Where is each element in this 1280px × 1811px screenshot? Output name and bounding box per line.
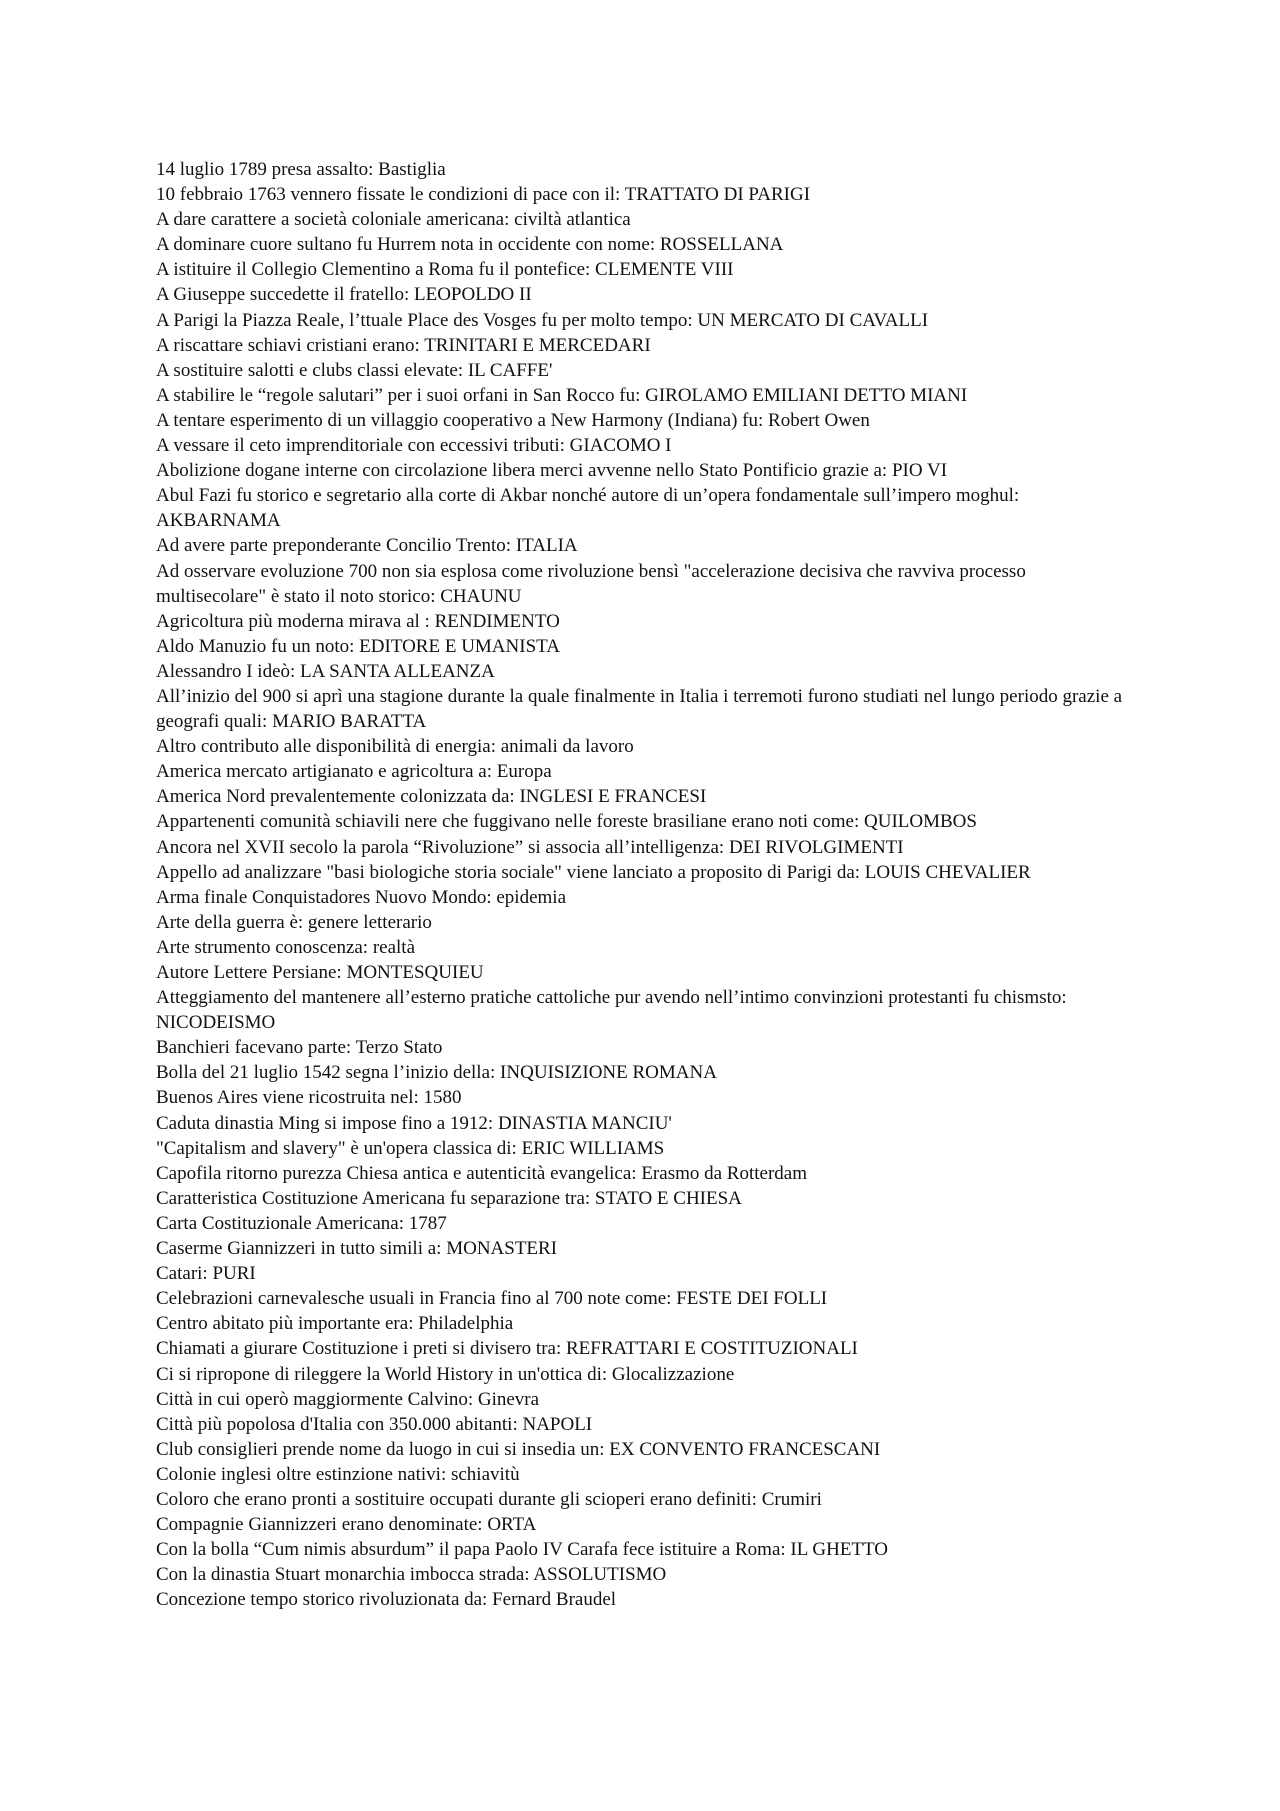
- text-line: Chiamati a giurare Costituzione i preti si divisero tra: REFRATTARI E COSTITUZIONALI: [156, 1338, 858, 1360]
- text-line: Buenos Aires viene ricostruita nel: 1580: [156, 1087, 462, 1109]
- text-line: A dominare cuore sultano fu Hurrem nota in occidente con nome: ROSSELLANA: [156, 234, 784, 256]
- text-line: A sostituire salotti e clubs classi elevate: IL CAFFE': [156, 359, 553, 381]
- text-line: Caserme Giannizzeri in tutto simili a: MONASTERI: [156, 1238, 558, 1260]
- text-line: Centro abitato più importante era: Philadelphia: [156, 1313, 514, 1335]
- text-line: Alessandro I ideò: LA SANTA ALLEANZA: [156, 660, 495, 682]
- text-line: Coloro che erano pronti a sostituire occupati durante gli scioperi erano definiti: Crumiri: [156, 1488, 822, 1510]
- text-line: Catari: PURI: [156, 1263, 256, 1285]
- text-line: Atteggiamento del mantenere all’esterno pratiche cattoliche pur avendo nell’intimo convinzioni protestanti fu chismsto: NICODEISMO: [156, 987, 1067, 1034]
- text-line: A Parigi la Piazza Reale, l’ttuale Place des Vosges fu per molto tempo: UN MERCATO DI CAVALLI: [156, 309, 929, 331]
- text-line: 14 luglio 1789 presa assalto: Bastiglia: [156, 159, 446, 180]
- text-line: Caratteristica Costituzione Americana fu separazione tra: STATO E CHIESA: [156, 1187, 742, 1209]
- text-line: Banchieri facevano parte: Terzo Stato: [156, 1037, 443, 1059]
- text-line: Arte strumento conoscenza: realtà: [156, 936, 416, 958]
- text-line: 10 febbraio 1763 vennero fissate le condizioni di pace con il: TRATTATO DI PARIGI: [156, 184, 811, 206]
- text-line: Bolla del 21 luglio 1542 segna l’inizio della: INQUISIZIONE ROMANA: [156, 1062, 717, 1084]
- text-line: Città più popolosa d'Italia con 350.000 abitanti: NAPOLI: [156, 1413, 593, 1435]
- text-line: Altro contributo alle disponibilità di energia: animali da lavoro: [156, 736, 634, 758]
- text-line: A tentare esperimento di un villaggio cooperativo a New Harmony (Indiana) fu: Robert Owen: [156, 409, 870, 431]
- text-line: Con la bolla “Cum nimis absurdum” il papa Paolo IV Carafa fece istituire a Roma: IL GHETTO: [156, 1539, 889, 1561]
- text-line: America mercato artigianato e agricoltura a: Europa: [156, 761, 552, 783]
- text-line: All’inizio del 900 si aprì una stagione durante la quale finalmente in Italia i terremoti furono studiati nel lungo periodo grazie a geografi quali: MARIO BARATTA: [156, 685, 1123, 733]
- text-line: Concezione tempo storico rivoluzionata da: Fernard Braudel: [156, 1589, 617, 1611]
- text-line: A Giuseppe succedette il fratello: LEOPOLDO II: [156, 284, 532, 306]
- text-line: Arma finale Conquistadores Nuovo Mondo: epidemia: [156, 886, 567, 908]
- text-line: Caduta dinastia Ming si impose fino a 1912: DINASTIA MANCIU': [156, 1112, 672, 1134]
- text-line: Appartenenti comunità schiavili nere che fuggivano nelle foreste brasiliane erano noti come: QUILOMBOS: [156, 811, 977, 833]
- text-line: Autore Lettere Persiane: MONTESQUIEU: [156, 962, 484, 983]
- text-line: Club consiglieri prende nome da luogo in cui si insedia un: EX CONVENTO FRANCESCANI: [156, 1438, 881, 1460]
- text-line: Appello ad analizzare "basi biologiche storia sociale" viene lanciato a proposito di Parigi da: LOUIS CHEVALIER: [156, 861, 1031, 883]
- text-line: Abolizione dogane interne con circolazione libera merci avvenne nello Stato Pontificio grazie a: PIO VI: [156, 460, 948, 482]
- text-line: Aldo Manuzio fu un noto: EDITORE E UMANISTA: [156, 635, 560, 657]
- text-line: Ad avere parte preponderante Concilio Trento: ITALIA: [156, 535, 578, 557]
- document-page: [156, 157, 1126, 1612]
- text-line: Ad osservare evoluzione 700 non sia esplosa come rivoluzione bensì "accelerazione decisiva che ravviva processo multisecolare" è stato il noto storico: CHAUNU: [156, 560, 1026, 607]
- text-line: A vessare il ceto imprenditoriale con eccessivi tributi: GIACOMO I: [156, 435, 672, 457]
- text-line: Ancora nel XVII secolo la parola “Rivoluzione” si associa all’intelligenza: DEI RIVOLGIMENTI: [156, 836, 904, 858]
- text-line: Compagnie Giannizzeri erano denominate: ORTA: [156, 1514, 537, 1536]
- text-line: Abul Fazi fu storico e segretario alla corte di Akbar nonché autore di un’opera fondamentale sull’impero moghul: AKBARNAMA: [156, 485, 1020, 532]
- text-line: A riscattare schiavi cristiani erano: TRINITARI E MERCEDARI: [156, 334, 651, 356]
- text-line: Città in cui operò maggiormente Calvino: Ginevra: [156, 1388, 540, 1410]
- text-line: A dare carattere a società coloniale americana: civiltà atlantica: [156, 209, 631, 231]
- text-line: Con la dinastia Stuart monarchia imbocca strada: ASSOLUTISMO: [156, 1564, 667, 1586]
- text-line: Capofila ritorno purezza Chiesa antica e autenticità evangelica: Erasmo da Rotterdam: [156, 1162, 808, 1184]
- text-line: Colonie inglesi oltre estinzione nativi: schiavitù: [156, 1463, 520, 1485]
- text-line: Agricoltura più moderna mirava al : RENDIMENTO: [156, 610, 560, 632]
- text-line: Carta Costituzionale Americana: 1787: [156, 1212, 447, 1234]
- text-line: A istituire il Collegio Clementino a Roma fu il pontefice: CLEMENTE VIII: [156, 259, 734, 281]
- text-line: Celebrazioni carnevalesche usuali in Francia fino al 700 note come: FESTE DEI FOLLI: [156, 1288, 828, 1310]
- text-line: America Nord prevalentemente colonizzata da: INGLESI E FRANCESI: [156, 786, 707, 808]
- text-line: Arte della guerra è: genere letterario: [156, 911, 432, 933]
- text-line: "Capitalism and slavery" è un'opera classica di: ERIC WILLIAMS: [156, 1137, 665, 1159]
- text-line: Ci si ripropone di rileggere la World History in un'ottica di: Glocalizzazione: [156, 1363, 735, 1385]
- text-line: A stabilire le “regole salutari” per i suoi orfani in San Rocco fu: GIROLAMO EMILIANI DETTO MIANI: [156, 384, 968, 406]
